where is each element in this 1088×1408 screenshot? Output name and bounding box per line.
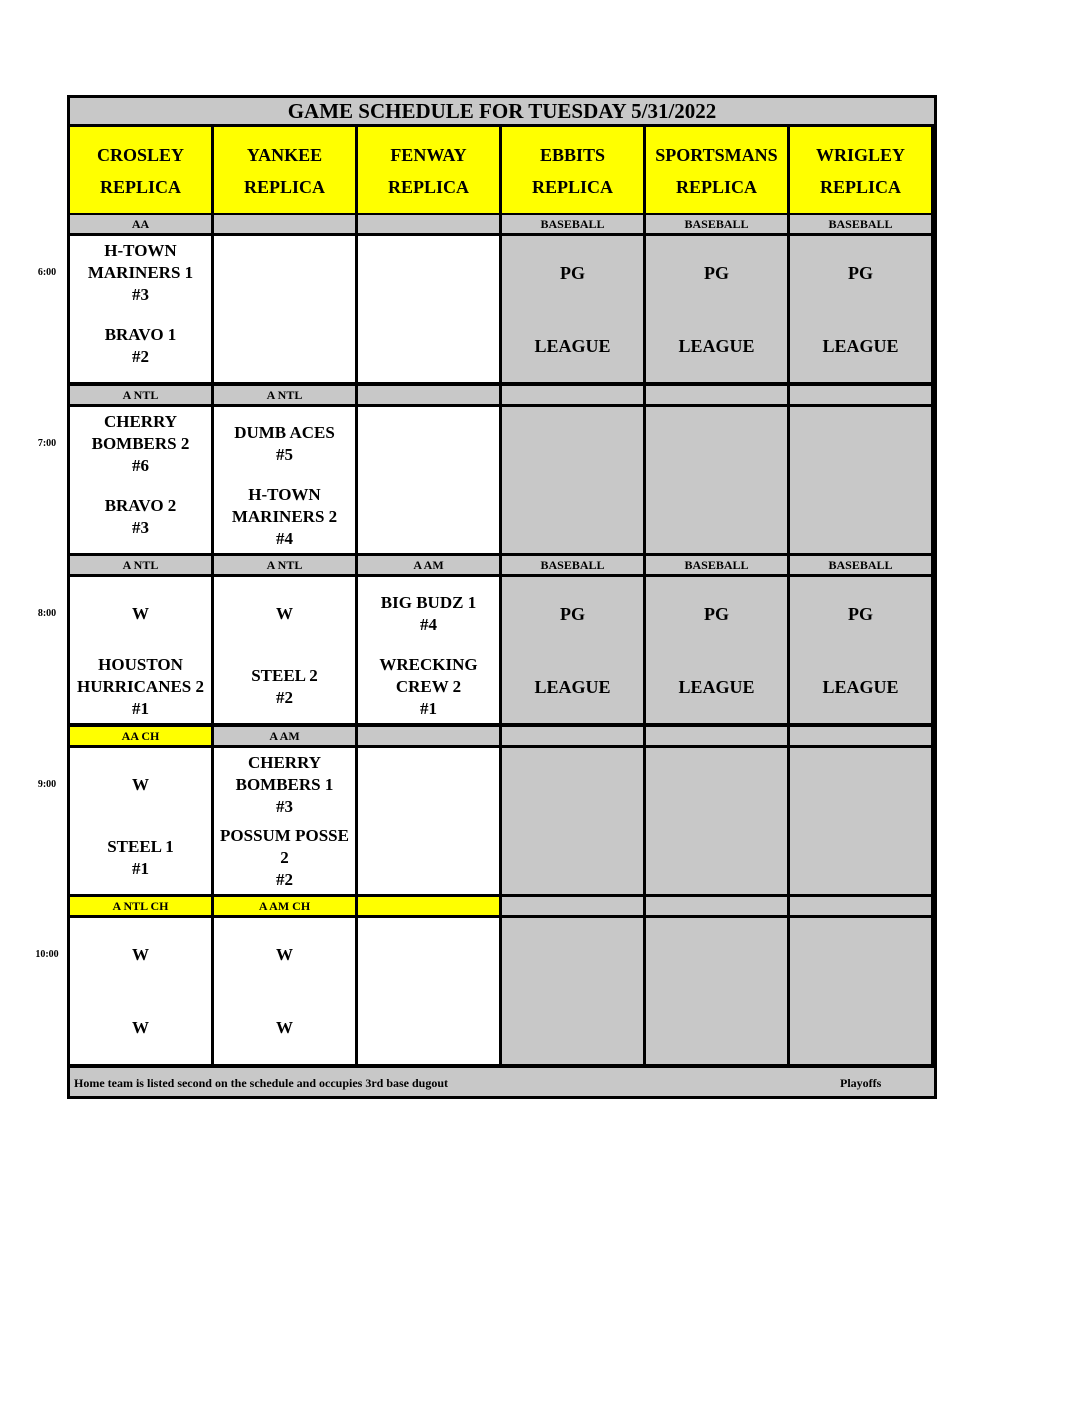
team-line: #6	[132, 455, 149, 475]
field-header	[646, 127, 787, 213]
team-line: WRECKING	[379, 654, 478, 674]
time-label: 7:00	[37, 438, 57, 449]
division-label: A NTL	[214, 386, 355, 404]
visiting-team	[790, 236, 931, 309]
division-label: BASEBALL	[790, 215, 931, 233]
game-cell	[790, 407, 931, 553]
time-label: 9:00	[37, 779, 57, 790]
team-line: BRAVO 2	[104, 495, 177, 515]
visiting-team	[358, 748, 499, 821]
team-line: #2	[276, 869, 293, 889]
field-header	[214, 127, 355, 213]
game-cell	[70, 407, 211, 553]
team-line: PG	[560, 262, 585, 283]
time-label: 8:00	[37, 608, 57, 619]
visiting-team	[502, 236, 643, 309]
home-team	[646, 309, 787, 382]
field-type: REPLICA	[243, 177, 325, 197]
field-type: REPLICA	[675, 177, 757, 197]
team-line: LEAGUE	[534, 676, 611, 697]
game-cell	[214, 577, 355, 723]
home-team	[790, 480, 931, 553]
visiting-team	[502, 407, 643, 480]
team-line: PG	[848, 603, 873, 624]
team-line: LEAGUE	[822, 335, 899, 356]
visiting-team	[70, 407, 211, 480]
game-cell	[646, 577, 787, 723]
team-line: CREW 2	[395, 676, 462, 696]
field-name: CROSLEY	[96, 145, 185, 165]
team-line: #5	[276, 444, 293, 464]
visiting-team	[214, 748, 355, 821]
division-label: A NTL	[70, 386, 211, 404]
home-team	[214, 821, 355, 894]
visiting-team	[502, 748, 643, 821]
team-line: HOUSTON	[98, 654, 183, 674]
game-cell	[646, 748, 787, 894]
home-team	[358, 821, 499, 894]
team-line: W	[276, 944, 293, 964]
field-name: SPORTSMANS	[655, 145, 778, 165]
home-team	[646, 650, 787, 723]
team-line: H-TOWN	[248, 484, 321, 504]
team-line: LEAGUE	[678, 335, 755, 356]
division-label	[358, 215, 499, 233]
visiting-team	[502, 918, 643, 991]
division-label: AA	[70, 215, 211, 233]
home-team	[790, 650, 931, 723]
game-cell	[70, 236, 211, 382]
division-label: BASEBALL	[502, 556, 643, 574]
field-type: REPLICA	[819, 177, 901, 197]
team-line: #2	[276, 687, 293, 707]
footer	[70, 1068, 934, 1096]
division-label: A NTL	[70, 556, 211, 574]
game-cell	[358, 748, 499, 894]
game-cell	[214, 407, 355, 553]
home-team	[214, 480, 355, 553]
division-label	[502, 386, 643, 404]
game-cell	[502, 918, 643, 1064]
home-team	[646, 480, 787, 553]
visiting-team	[358, 236, 499, 309]
home-team	[70, 309, 211, 382]
team-line: BRAVO 1	[104, 324, 177, 344]
field-type: REPLICA	[531, 177, 613, 197]
home-team	[70, 821, 211, 894]
division-label: BASEBALL	[646, 556, 787, 574]
game-cell	[502, 236, 643, 382]
game-cell	[214, 748, 355, 894]
team-line: W	[132, 1017, 149, 1037]
team-line: BOMBERS 2	[91, 433, 190, 453]
footnote: Home team is listed second on the schedule and occupies 3rd base dugout	[74, 1076, 449, 1090]
team-line: PG	[704, 603, 729, 624]
playoffs-label: Playoffs	[840, 1076, 882, 1090]
team-line: #3	[132, 517, 149, 537]
visiting-team	[646, 407, 787, 480]
home-team	[358, 991, 499, 1064]
team-line: MARINERS 2	[231, 506, 338, 526]
home-team	[502, 480, 643, 553]
time-label: 6:00	[37, 267, 57, 278]
visiting-team	[70, 236, 211, 309]
division-label: AA CH	[70, 727, 211, 745]
team-line: W	[276, 603, 293, 623]
team-line: W	[132, 603, 149, 623]
game-cell	[646, 407, 787, 553]
team-line: #2	[132, 346, 149, 366]
game-cell	[70, 577, 211, 723]
division-label: A AM	[358, 556, 499, 574]
team-line: H-TOWN	[104, 240, 177, 260]
team-line: #3	[276, 796, 293, 816]
field-name: WRIGLEY	[815, 145, 905, 165]
game-cell	[502, 748, 643, 894]
division-label	[502, 897, 643, 915]
visiting-team	[790, 577, 931, 650]
visiting-team	[214, 407, 355, 480]
team-line: BIG BUDZ 1	[380, 592, 477, 612]
field-name: YANKEE	[246, 145, 323, 165]
division-label: BASEBALL	[646, 215, 787, 233]
team-line: PG	[848, 262, 873, 283]
home-team	[358, 309, 499, 382]
visiting-team	[214, 236, 355, 309]
game-cell	[358, 407, 499, 553]
home-team	[70, 650, 211, 723]
field-type: REPLICA	[99, 177, 181, 197]
team-line: CHERRY	[247, 752, 322, 772]
team-line: BOMBERS 1	[235, 774, 334, 794]
field-header	[358, 127, 499, 213]
game-cell	[358, 236, 499, 382]
visiting-team	[646, 748, 787, 821]
team-line: STEEL 1	[107, 836, 174, 856]
team-line: #1	[132, 698, 149, 718]
game-cell	[646, 236, 787, 382]
team-line: CHERRY	[103, 411, 178, 431]
game-cell	[214, 236, 355, 382]
visiting-team	[70, 748, 211, 821]
team-line: W	[132, 774, 149, 794]
visiting-team	[646, 236, 787, 309]
game-cell	[358, 577, 499, 723]
team-line: LEAGUE	[822, 676, 899, 697]
division-label	[790, 727, 931, 745]
division-label	[790, 386, 931, 404]
field-header	[502, 127, 643, 213]
division-label	[790, 897, 931, 915]
home-team	[502, 650, 643, 723]
team-line: #4	[420, 614, 437, 634]
field-name: EBBITS	[539, 145, 606, 165]
game-cell	[502, 577, 643, 723]
visiting-team	[646, 918, 787, 991]
game-cell	[358, 918, 499, 1064]
division-label: BASEBALL	[502, 215, 643, 233]
field-header	[70, 127, 211, 213]
home-team	[646, 821, 787, 894]
visiting-team	[358, 407, 499, 480]
visiting-team	[790, 407, 931, 480]
team-line: POSSUM POSSE	[220, 825, 349, 845]
team-line: DUMB ACES	[234, 422, 335, 442]
division-label	[502, 727, 643, 745]
game-cell	[790, 236, 931, 382]
team-line: #1	[132, 858, 149, 878]
home-team	[646, 991, 787, 1064]
game-cell	[214, 918, 355, 1064]
home-team	[214, 309, 355, 382]
team-line: HURRICANES 2	[76, 676, 205, 696]
team-line: MARINERS 1	[87, 262, 194, 282]
team-line: #4	[276, 528, 293, 548]
game-cell	[70, 918, 211, 1064]
home-team	[214, 650, 355, 723]
team-line: W	[132, 944, 149, 964]
visiting-team	[358, 918, 499, 991]
team-line: #1	[420, 698, 437, 718]
division-label	[214, 215, 355, 233]
visiting-team	[70, 918, 211, 991]
visiting-team	[214, 577, 355, 650]
home-team	[790, 821, 931, 894]
division-label: A AM	[214, 727, 355, 745]
division-label: A NTL CH	[70, 897, 211, 915]
team-line: W	[276, 1017, 293, 1037]
visiting-team	[502, 577, 643, 650]
game-cell	[70, 748, 211, 894]
game-cell	[790, 577, 931, 723]
team-line: PG	[560, 603, 585, 624]
division-label	[646, 386, 787, 404]
home-team	[70, 480, 211, 553]
team-line: 2	[280, 847, 289, 867]
division-label: BASEBALL	[790, 556, 931, 574]
visiting-team	[646, 577, 787, 650]
team-line: LEAGUE	[678, 676, 755, 697]
home-team	[502, 309, 643, 382]
schedule-table	[67, 95, 937, 1099]
game-cell	[646, 918, 787, 1064]
field-header	[790, 127, 931, 213]
home-team	[358, 650, 499, 723]
field-name: FENWAY	[390, 145, 467, 165]
visiting-team	[358, 577, 499, 650]
page-title: GAME SCHEDULE FOR TUESDAY 5/31/2022	[70, 98, 934, 124]
time-label: 10:00	[35, 949, 59, 960]
home-team	[70, 991, 211, 1064]
home-team	[790, 991, 931, 1064]
visiting-team	[214, 918, 355, 991]
team-line: LEAGUE	[534, 335, 611, 356]
division-label	[358, 897, 499, 915]
home-team	[358, 480, 499, 553]
game-cell	[790, 918, 931, 1064]
division-label	[646, 727, 787, 745]
field-type: REPLICA	[387, 177, 469, 197]
visiting-team	[790, 748, 931, 821]
division-label	[358, 386, 499, 404]
division-label	[358, 727, 499, 745]
home-team	[790, 309, 931, 382]
visiting-team	[790, 918, 931, 991]
division-label	[646, 897, 787, 915]
division-label: A NTL	[214, 556, 355, 574]
home-team	[502, 991, 643, 1064]
home-team	[502, 821, 643, 894]
team-line: PG	[704, 262, 729, 283]
game-cell	[790, 748, 931, 894]
division-label: A AM CH	[214, 897, 355, 915]
team-line: #3	[132, 284, 149, 304]
game-cell	[502, 407, 643, 553]
visiting-team	[70, 577, 211, 650]
team-line: STEEL 2	[251, 665, 318, 685]
home-team	[214, 991, 355, 1064]
